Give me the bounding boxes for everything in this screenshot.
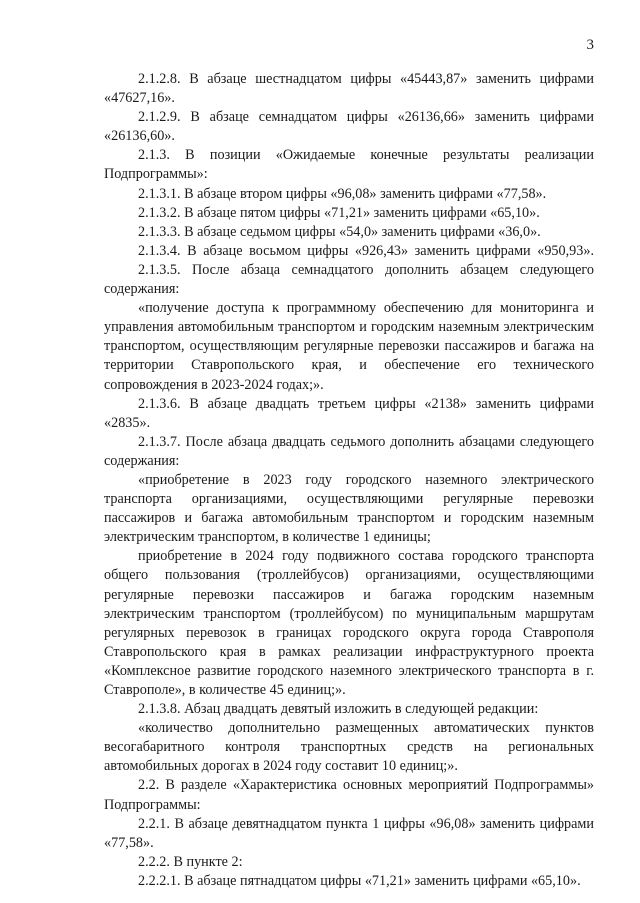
page-number: 3: [586, 37, 594, 53]
paragraph-2-2-2-1: 2.2.2.1. В абзаце пятнадцатом цифры «71,21» заменить цифрами «65,10».: [138, 872, 581, 889]
paragraph-2-1-3-2: 2.1.3.2. В абзаце пятом цифры «71,21» заменить цифрами «65,10».: [138, 204, 540, 221]
paragraph-2-1-3-1: 2.1.3.1. В абзаце втором цифры «96,08» заменить цифрами «77,58».: [138, 185, 547, 202]
paragraph-2-2: 2.2. В разделе «Характеристика основных мероприятий Подпрограммы» Подпрограммы:: [104, 777, 594, 813]
paragraph-2-1-3-6: 2.1.3.6. В абзаце двадцать третьем цифры «2138» заменить цифрами «2835».: [104, 395, 594, 431]
paragraph-2-1-2-9: 2.1.2.9. В абзаце семнадцатом цифры «26136,66» заменить цифрами «26136,60».: [104, 109, 594, 145]
quote-acquisition-2024: приобретение в 2024 году подвижного состава городского транспорта общего пользования (троллейбусов) организациями, осуществляющими регулярные перевозки пассажиров и багажа городским наземным электрическим транспортом (троллейбусом) по муниципальным маршрутам регулярных перевозок в границах городского округа города Ставрополя Ставропольского края в рамках реализации инфраструктурного проекта «Комплексное развитие городского наземного электрического транспорта в г. Ставрополе», в количестве 45 единиц;».: [104, 548, 594, 698]
document-body: [104, 70, 594, 891]
paragraph-2-1-3-5: 2.1.3.5. После абзаца семнадцатого дополнить абзацем следующего содержания:: [104, 261, 594, 298]
quote-acquisition-2023: «приобретение в 2023 году городского наземного электрического транспорта организациями, осуществляющими регулярные перевозки пассажиров и багажа автомобильным транспортом и городским наземным электрическим транспортом, в количестве 1 единицы;: [104, 471, 594, 546]
paragraph-2-1-3-8: 2.1.3.8. Абзац двадцать девятый изложить в следующей редакции:: [138, 701, 539, 718]
paragraph-2-1-3-3: 2.1.3.3. В абзаце седьмом цифры «54,0» заменить цифрами «36,0».: [138, 223, 541, 240]
paragraph-2-1-3: 2.1.3. В позиции «Ожидаемые конечные результаты реализации Подпрограммы»:: [104, 147, 594, 183]
paragraph-2-1-3-7: 2.1.3.7. После абзаца двадцать седьмого дополнить абзацами следующего содержания:: [104, 433, 594, 469]
quote-monitoring-software: «получение доступа к программному обеспечению для мониторинга и управления автомобильным транспортом и городским наземным электрическим транспортом, осуществляющим регулярные перевозки пассажиров и багажа на территории Ставропольского края, и обеспечение его технического сопровождения в 2023-2024 годах;».: [104, 300, 594, 393]
paragraph-2-2-1: 2.2.1. В абзаце девятнадцатом пункта 1 цифры «96,08» заменить цифрами «77,58».: [104, 815, 594, 851]
paragraph-2-1-2-8: 2.1.2.8. В абзаце шестнадцатом цифры «45443,87» заменить цифрами «47627,16».: [104, 71, 594, 107]
paragraph-2-2-2: 2.2.2. В пункте 2:: [138, 853, 243, 870]
quote-weight-control-points: «количество дополнительно размещенных автоматических пунктов весогабаритного контроля транспортных средств на региональных автомобильных дорогах в 2024 году составит 10 единиц;».: [104, 720, 594, 775]
paragraph-2-1-3-4: 2.1.3.4. В абзаце восьмом цифры «926,43» заменить цифрами «950,93».: [138, 242, 594, 259]
